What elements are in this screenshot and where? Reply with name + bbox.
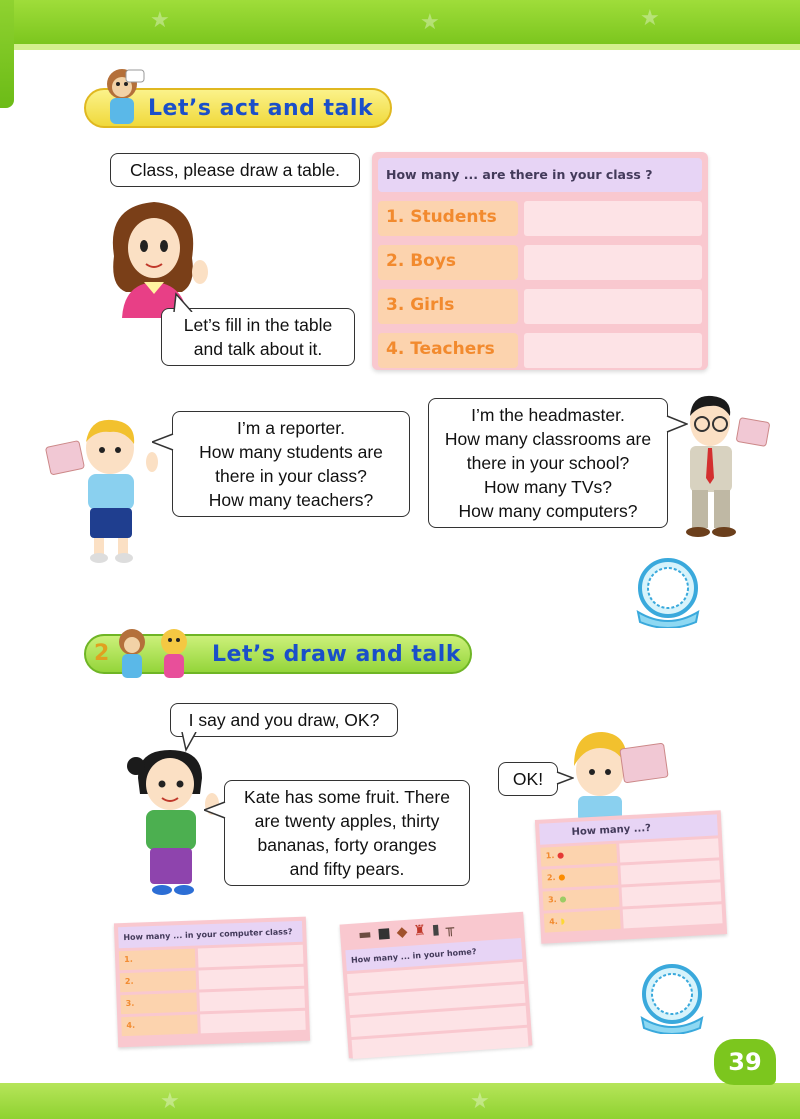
row-label: [541, 866, 618, 889]
orange-icon: ●: [558, 872, 566, 882]
banana-icon: ◗: [560, 916, 566, 926]
bubble-text: there in your class?: [215, 466, 367, 486]
row-label: [544, 910, 621, 933]
table-header: How many ... in your home?: [345, 938, 522, 971]
answer-cell[interactable]: [524, 333, 702, 368]
sofa-icon: ▬: [357, 925, 379, 944]
answer-cell[interactable]: [199, 989, 305, 1012]
table-row: [378, 333, 702, 368]
bubble-text: How many computers?: [458, 501, 638, 521]
section-1-title: Let’s act and talk: [148, 95, 374, 121]
row-number: 3.: [547, 894, 557, 905]
bubble-text: I’m the headmaster.: [471, 405, 625, 425]
girl-speech-bubble-2: [224, 780, 470, 886]
answer-cell[interactable]: [524, 201, 702, 236]
bubble-text: Class, please draw a table.: [129, 160, 341, 180]
monkey-mascot-icon: [96, 64, 148, 130]
girl-speech-bubble-1: [170, 703, 398, 737]
monkey-and-cat-mascot-icon: [92, 620, 204, 682]
answer-cell[interactable]: [622, 882, 722, 906]
table-row: [120, 989, 305, 1014]
row-number: 2.: [546, 872, 556, 883]
headmaster-man-character: [668, 392, 772, 540]
table-row: [121, 1011, 306, 1036]
table-header: How many ... in your computer class?: [118, 921, 303, 948]
top-decorative-band: ★ ★ ★: [0, 0, 800, 44]
bubble-text: are twenty apples, thirty: [254, 811, 440, 831]
table-row: [120, 967, 305, 992]
table-icon: ╥: [445, 920, 461, 938]
bubble-text: Kate has some fruit. There: [244, 787, 450, 807]
row-label: 2. Boys: [378, 245, 518, 280]
class-count-table: [372, 152, 708, 370]
pear-icon: ●: [559, 894, 567, 904]
bubble-text: bananas, forty oranges: [257, 835, 437, 855]
teacher-speech-bubble-1: [110, 153, 360, 187]
bubble-text: I say and you draw, OK?: [188, 710, 380, 730]
teacher-woman-character: [96, 196, 212, 318]
bubble-text: Let’s fill in the table: [183, 315, 333, 335]
achievement-badge-icon: [630, 556, 706, 628]
table-row: [378, 201, 702, 236]
fridge-icon: ▮: [431, 921, 447, 939]
row-number: 4.: [548, 916, 559, 927]
teacher-speech-bubble-2: [161, 308, 355, 366]
boy-speech-bubble: [498, 762, 558, 796]
bubble-text: How many teachers?: [208, 490, 374, 510]
fruit-count-table: [535, 810, 727, 944]
bubble-text: I’m a reporter.: [237, 418, 345, 438]
answer-cell[interactable]: [524, 245, 702, 280]
answer-cell[interactable]: [619, 838, 719, 862]
row-number: 1.: [545, 850, 555, 861]
tv-icon: ■: [376, 924, 398, 942]
bubble-text: there in your school?: [466, 453, 630, 473]
table-header: How many ...?: [539, 814, 718, 844]
table-header: How many ... are there in your class ?: [378, 158, 702, 192]
girl-character: [122, 744, 226, 900]
answer-cell[interactable]: [200, 1011, 306, 1034]
reporter-speech-bubble: [172, 411, 410, 517]
row-label: [540, 844, 617, 867]
row-label: 1. Students: [378, 201, 518, 236]
bubble-tail: [204, 800, 226, 820]
blonde-boy-character: [560, 726, 672, 822]
row-label: 3.: [120, 993, 197, 1015]
chair-icon: ♜: [412, 922, 433, 940]
bottom-decorative-band: ★ ★: [0, 1083, 800, 1119]
answer-cell[interactable]: [623, 904, 723, 928]
apple-icon: ●: [556, 850, 565, 860]
section-2-title: Let’s draw and talk: [212, 641, 461, 667]
bubble-text: and fifty pears.: [289, 859, 405, 879]
row-label: 4.: [121, 1015, 198, 1037]
page-number: 39: [714, 1039, 776, 1085]
reporter-boy-character: [44, 414, 162, 564]
answer-cell[interactable]: [620, 860, 720, 884]
row-label: 3. Girls: [378, 289, 518, 324]
table-row: [119, 945, 304, 970]
answer-cell[interactable]: [198, 945, 304, 968]
svg-text:2: 2: [94, 641, 110, 666]
bubble-text: How many classrooms are: [444, 429, 652, 449]
bubble-text: How many students are: [199, 442, 383, 462]
home-items-table: [340, 912, 533, 1059]
bag-icon: ◆: [396, 923, 415, 941]
achievement-badge-icon: [634, 962, 710, 1034]
row-label: [543, 888, 620, 911]
bubble-text: How many TVs?: [483, 477, 613, 497]
table-row: [378, 245, 702, 280]
row-label: 1.: [119, 949, 196, 971]
bubble-tail: [172, 292, 194, 312]
row-label: 4. Teachers: [378, 333, 518, 368]
left-decorative-strip: [0, 0, 14, 108]
table-row: [378, 289, 702, 324]
bubble-tail: [152, 432, 174, 452]
bubble-text: and talk about it.: [193, 339, 323, 359]
computer-class-table: [114, 917, 310, 1048]
bubble-text: OK!: [512, 769, 544, 789]
headmaster-speech-bubble: [428, 398, 668, 528]
answer-cell[interactable]: [199, 967, 305, 990]
answer-cell[interactable]: [524, 289, 702, 324]
row-label: 2.: [120, 971, 197, 993]
